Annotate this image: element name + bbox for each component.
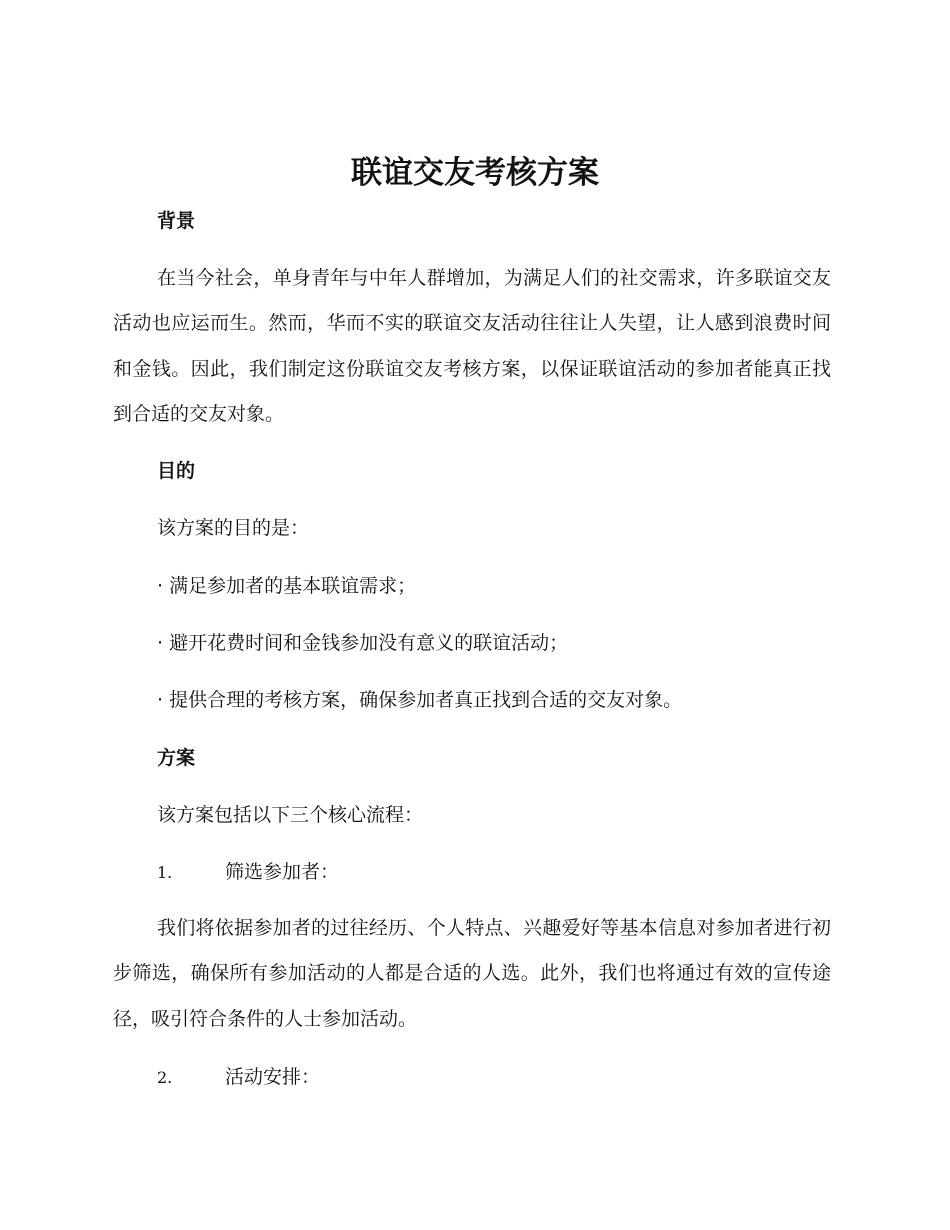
plan-step-1 xyxy=(157,858,339,887)
plan-step-1-label: 筛选参加者： xyxy=(225,861,340,883)
plan-step-1-paragraph: 我们将依据参加者的过往经历、个人特点、兴趣爱好等基本信息对参加者进行初步筛选，确保所有参加活动的人都是合适的人选。此外，我们也将通过有效的宣传途径，吸引符合条件的人士参加活动。 xyxy=(113,917,831,1030)
plan-step-2-label: 活动安排： xyxy=(225,1066,321,1088)
section-heading-plan: 方案 xyxy=(157,747,196,769)
plan-step-2-number: 2. xyxy=(157,1068,173,1087)
plan-step-2 xyxy=(157,1063,320,1092)
section-heading-purpose: 目的 xyxy=(157,460,196,482)
section-heading-background: 背景 xyxy=(157,210,196,232)
purpose-bullet-1: · 满足参加者的基本联谊需求； xyxy=(157,575,417,597)
purpose-intro: 该方案的目的是： xyxy=(157,517,310,539)
purpose-bullet-2: · 避开花费时间和金钱参加没有意义的联谊活动； xyxy=(157,632,569,654)
purpose-bullet-3: · 提供合理的考核方案，确保参加者真正找到合适的交友对象。 xyxy=(157,689,683,711)
plan-step-1-number: 1. xyxy=(157,863,173,882)
background-paragraph: 在当今社会，单身青年与中年人群增加，为满足人们的社交需求，许多联谊交友活动也应运而生。然而，华而不实的联谊交友活动往往让人失望，让人感到浪费时间和金钱。因此，我们制定这份联谊交友考核方案，以保证联谊活动的参加者能真正找到合适的交友对象。 xyxy=(113,267,831,425)
plan-intro: 该方案包括以下三个核心流程： xyxy=(157,804,424,826)
document-title: 联谊交友考核方案 xyxy=(351,155,599,191)
